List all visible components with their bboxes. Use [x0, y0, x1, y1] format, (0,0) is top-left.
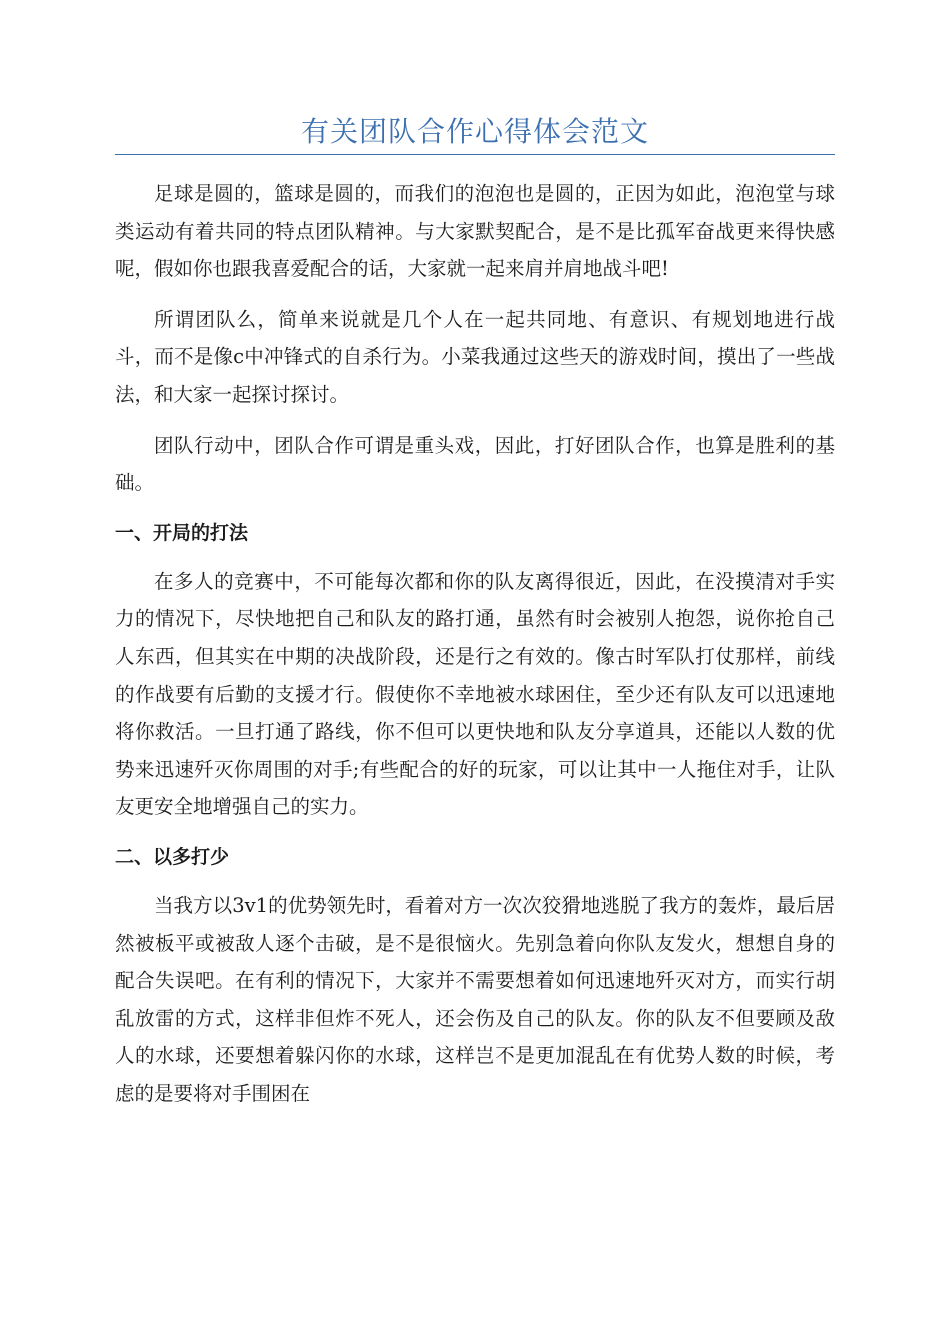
section-heading-1: 一、开局的打法: [115, 521, 249, 544]
intro-paragraph-3: 团队行动中，团队合作可谓是重头戏，因此，打好团队合作，也算是胜利的基础。: [115, 433, 835, 495]
section-heading-2: 二、以多打少: [115, 845, 230, 868]
document-page: [115, 112, 835, 1125]
document-title: 有关团队合作心得体会范文: [300, 115, 649, 148]
title-underline: [115, 154, 835, 155]
section-1-paragraph: 在多人的竞赛中，不可能每次都和你的队友离得很近，因此，在没摸清对手实力的情况下，尽快地把自己和队友的路打通，虽然有时会被别人抱怨，说你抢自己人东西，但其实在中期的决战阶段，还是行之有效的。像古时军队打仗那样，前线的作战要有后勤的支援才行。假使你不幸地被水球困住，至少还有队友可以迅速地将你救活。一旦打通了路线，你不但可以更快地和队友分享道具，还能以人数的优势来迅速歼灭你周围的对手;有些配合的好的玩家，可以让其中一人拖住对手，让队友更安全地增强自己的实力。: [115, 569, 835, 819]
section-2-paragraph: 当我方以3v1的优势领先时，看着对方一次次狡猾地逃脱了我方的轰炸，最后居然被板平或被敌人逐个击破，是不是很恼火。先别急着向你队友发火，想想自身的配合失误吧。在有利的情况下，大家并不需要想着如何迅速地歼灭对方，而实行胡乱放雷的方式，这样非但炸不死人，还会伤及自己的队友。你的队友不但要顾及敌人的水球，还要想着躲闪你的水球，这样岂不是更加混乱在有优势人数的时候，考虑的是要将对手围困在: [115, 893, 835, 1105]
intro-paragraph-1: 足球是圆的，篮球是圆的，而我们的泡泡也是圆的，正因为如此，泡泡堂与球类运动有着共同的特点团队精神。与大家默契配合，是不是比孤军奋战更来得快感呢，假如你也跟我喜爱配合的话，大家就一起来肩并肩地战斗吧!: [115, 182, 835, 281]
intro-paragraph-2: 所谓团队么，简单来说就是几个人在一起共同地、有意识、有规划地进行战斗，而不是像c中冲锋式的自杀行为。小菜我通过这些天的游戏时间，摸出了一些战法，和大家一起探讨探讨。: [115, 307, 835, 406]
